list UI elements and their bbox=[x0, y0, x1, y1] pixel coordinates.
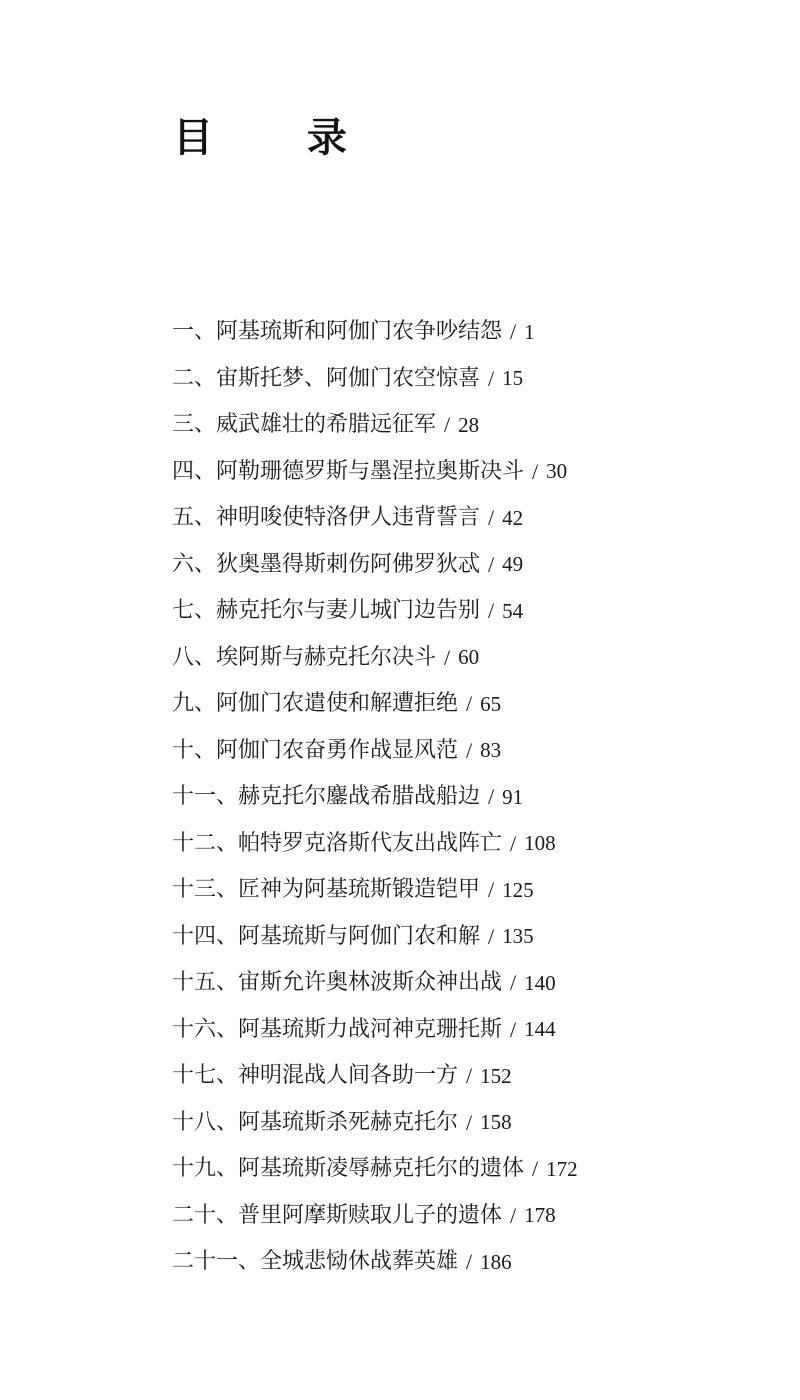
toc-page-number: 49 bbox=[502, 552, 524, 577]
toc-entry-title: 七、赫克托尔与妻儿城门边告别 bbox=[172, 598, 481, 624]
toc-page-number: 42 bbox=[502, 505, 524, 530]
toc-entry-title: 二十、普里阿摩斯赎取儿子的遗体 bbox=[172, 1202, 503, 1228]
toc-entry-title: 十六、阿基琉斯力战河神克珊托斯 bbox=[172, 1016, 503, 1042]
toc-entry-title: 三、威武雄壮的希腊远征军 bbox=[172, 412, 437, 438]
toc-separator: / bbox=[488, 598, 495, 624]
table-of-contents bbox=[172, 309, 578, 1286]
toc-entry bbox=[172, 1239, 578, 1286]
toc-entry bbox=[172, 728, 578, 775]
toc-page-number: 30 bbox=[546, 459, 568, 484]
toc-separator: / bbox=[466, 1109, 473, 1135]
toc-entry bbox=[172, 402, 578, 449]
page-title: 目 录 bbox=[173, 115, 387, 161]
toc-entry-title: 十一、赫克托尔鏖战希腊战船边 bbox=[172, 784, 481, 810]
toc-page-number: 83 bbox=[480, 738, 502, 763]
toc-entry-title: 十七、神明混战人间各助一方 bbox=[172, 1063, 459, 1089]
toc-separator: / bbox=[466, 1063, 473, 1089]
toc-page-number: 15 bbox=[502, 366, 524, 391]
toc-page-number: 186 bbox=[480, 1249, 512, 1274]
toc-separator: / bbox=[510, 319, 517, 345]
toc-entry bbox=[172, 588, 578, 635]
toc-separator: / bbox=[510, 1202, 517, 1228]
toc-separator: / bbox=[444, 644, 451, 670]
toc-entry-title: 四、阿勒珊德罗斯与墨涅拉奥斯决斗 bbox=[172, 458, 525, 484]
toc-entry-title: 六、狄奥墨得斯刺伤阿佛罗狄忒 bbox=[172, 551, 481, 577]
toc-separator: / bbox=[532, 1156, 539, 1182]
toc-separator: / bbox=[466, 691, 473, 717]
toc-separator: / bbox=[488, 877, 495, 903]
toc-entry-title: 十九、阿基琉斯凌辱赫克托尔的遗体 bbox=[172, 1156, 525, 1182]
toc-entry-title: 十五、宙斯允许奥林波斯众神出战 bbox=[172, 970, 503, 996]
toc-page-number: 108 bbox=[524, 831, 556, 856]
toc-entry-title: 一、阿基琉斯和阿伽门农争吵结怨 bbox=[172, 319, 503, 345]
toc-entry bbox=[172, 449, 578, 496]
toc-entry-title: 十二、帕特罗克洛斯代友出战阵亡 bbox=[172, 830, 503, 856]
toc-entry bbox=[172, 1007, 578, 1054]
toc-page-number: 54 bbox=[502, 598, 524, 623]
toc-entry bbox=[172, 1146, 578, 1193]
toc-entry-title: 二十一、全城悲恸休战葬英雄 bbox=[172, 1249, 459, 1275]
toc-page-number: 158 bbox=[480, 1110, 512, 1135]
toc-separator: / bbox=[510, 1016, 517, 1042]
toc-entry-title: 十四、阿基琉斯与阿伽门农和解 bbox=[172, 923, 481, 949]
toc-separator: / bbox=[466, 1249, 473, 1275]
toc-separator: / bbox=[466, 737, 473, 763]
toc-separator: / bbox=[444, 412, 451, 438]
toc-page-number: 91 bbox=[502, 784, 524, 809]
toc-page-number: 60 bbox=[458, 645, 480, 670]
toc-entry-title: 十八、阿基琉斯杀死赫克托尔 bbox=[172, 1109, 459, 1135]
toc-entry bbox=[172, 1053, 578, 1100]
toc-separator: / bbox=[488, 505, 495, 531]
toc-entry-title: 五、神明唆使特洛伊人违背誓言 bbox=[172, 505, 481, 531]
toc-separator: / bbox=[488, 551, 495, 577]
toc-entry bbox=[172, 1193, 578, 1240]
toc-entry bbox=[172, 681, 578, 728]
toc-page-number: 178 bbox=[524, 1203, 556, 1228]
toc-page-number: 172 bbox=[546, 1156, 578, 1181]
toc-separator: / bbox=[488, 923, 495, 949]
toc-page-number: 125 bbox=[502, 877, 534, 902]
toc-entry bbox=[172, 309, 578, 356]
toc-entry bbox=[172, 495, 578, 542]
toc-page-number: 144 bbox=[524, 1017, 556, 1042]
toc-page-number: 28 bbox=[458, 412, 480, 437]
toc-entry bbox=[172, 635, 578, 682]
toc-entry-title: 九、阿伽门农遣使和解遭拒绝 bbox=[172, 691, 459, 717]
toc-entry bbox=[172, 867, 578, 914]
toc-entry-title: 十、阿伽门农奋勇作战显风范 bbox=[172, 737, 459, 763]
toc-separator: / bbox=[510, 830, 517, 856]
toc-entry bbox=[172, 356, 578, 403]
toc-entry bbox=[172, 821, 578, 868]
toc-separator: / bbox=[488, 784, 495, 810]
toc-entry-title: 十三、匠神为阿基琉斯锻造铠甲 bbox=[172, 877, 481, 903]
toc-entry bbox=[172, 914, 578, 961]
toc-page-number: 1 bbox=[524, 319, 535, 344]
toc-entry bbox=[172, 960, 578, 1007]
toc-separator: / bbox=[510, 970, 517, 996]
toc-entry-title: 八、埃阿斯与赫克托尔决斗 bbox=[172, 644, 437, 670]
toc-page-number: 135 bbox=[502, 924, 534, 949]
toc-separator: / bbox=[488, 365, 495, 391]
toc-entry bbox=[172, 542, 578, 589]
toc-entry bbox=[172, 774, 578, 821]
toc-page-number: 152 bbox=[480, 1063, 512, 1088]
toc-entry-title: 二、宙斯托梦、阿伽门农空惊喜 bbox=[172, 365, 481, 391]
toc-page-number: 65 bbox=[480, 691, 502, 716]
toc-entry bbox=[172, 1100, 578, 1147]
toc-separator: / bbox=[532, 458, 539, 484]
toc-page-number: 140 bbox=[524, 970, 556, 995]
